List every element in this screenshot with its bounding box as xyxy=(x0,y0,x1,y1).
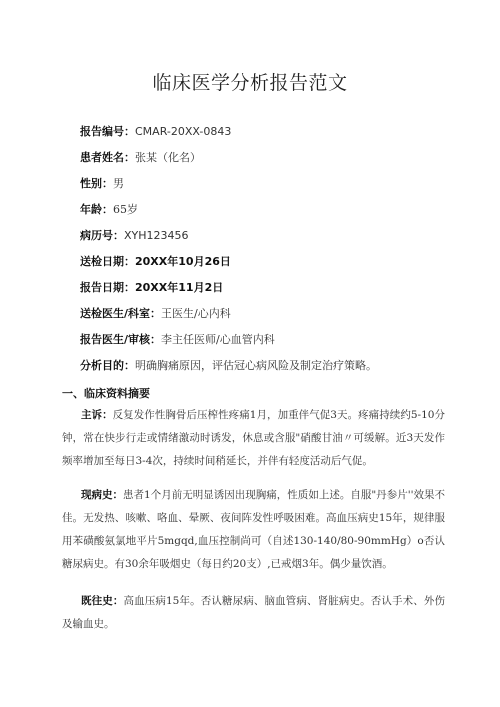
paragraph-label: 既往史： xyxy=(81,595,124,607)
paragraph-text: 患者1个月前无明显诱因出现胸痛，性质如上述。自服"丹参片''效果不佳。无发热、咳嗽、咯血、晕厥、夜间阵发性呼吸困难。高血压病史15年，规律服用苯磺酸氨氯地平片5mgqd,血压控制尚可（自述130-140/80-90mmHg）o否认糖尿病史。有30余年吸烟史（每日约20支）,已戒烟3年。偶少量饮酒。 xyxy=(62,489,445,570)
paragraph-label: 现病史： xyxy=(81,489,124,501)
field-label: 送检医生/科室： xyxy=(80,307,162,320)
field-label: 报告医生/审核： xyxy=(80,333,162,346)
field-value: 20XX年10月26日 xyxy=(135,255,231,268)
present-history-paragraph xyxy=(62,484,445,576)
field-value: 明确胸痛原因，评估冠心病风险及制定治疗策略。 xyxy=(135,359,377,372)
section-heading: 一、临床资料摘要 xyxy=(62,387,150,400)
field-label: 性别： xyxy=(80,177,113,190)
field-report-no xyxy=(80,125,480,139)
field-value: 王医生/心内科 xyxy=(161,307,231,320)
field-label: 分析目的： xyxy=(80,359,135,372)
field-report-date xyxy=(80,281,480,295)
field-value: 男 xyxy=(113,177,124,190)
field-age xyxy=(80,203,480,217)
paragraph-text: 高血压病15年。否认糖尿病、脑血管病、肾脏病史。否认手术、外伤及输血史。 xyxy=(62,595,445,630)
field-value: XYH123456 xyxy=(124,229,189,242)
field-gender xyxy=(80,177,480,191)
field-record-no xyxy=(80,229,480,243)
field-label: 年龄： xyxy=(80,203,113,216)
field-submit-date xyxy=(80,255,480,269)
paragraph-text: 反复发作性胸骨后压榨性疼痛1月，加重伴气促3天。疼痛持续约5-10分钟，常在快步行走或情绪激动时诱发，休息或含服"硝酸甘油〃可缓解。近3天发作频率增加至每日3-4次，持续时间稍延长，并伴有轻度活动后气促。 xyxy=(62,409,445,467)
field-label: 患者姓名： xyxy=(80,151,135,164)
past-history-paragraph xyxy=(62,590,445,636)
field-value: CMAR-20XX-0843 xyxy=(135,125,232,138)
field-value: 李主任医师/心血管内科 xyxy=(161,333,275,346)
chief-complaint-paragraph xyxy=(62,404,445,473)
field-value: 张某（化名） xyxy=(135,151,201,164)
field-value: 65岁 xyxy=(113,203,138,216)
field-label: 报告编号： xyxy=(80,125,135,138)
field-label: 送检日期： xyxy=(80,255,135,268)
field-value: 20XX年11月2日 xyxy=(135,281,224,294)
report-title: 临床医学分析报告范文 xyxy=(152,72,348,94)
field-submit-doctor xyxy=(80,307,480,321)
field-patient-name xyxy=(80,151,480,165)
paragraph-label: 主诉： xyxy=(81,409,113,421)
field-purpose xyxy=(80,359,480,373)
field-label: 报告日期： xyxy=(80,281,135,294)
field-label: 病历号： xyxy=(80,229,124,242)
field-report-doctor xyxy=(80,333,480,347)
